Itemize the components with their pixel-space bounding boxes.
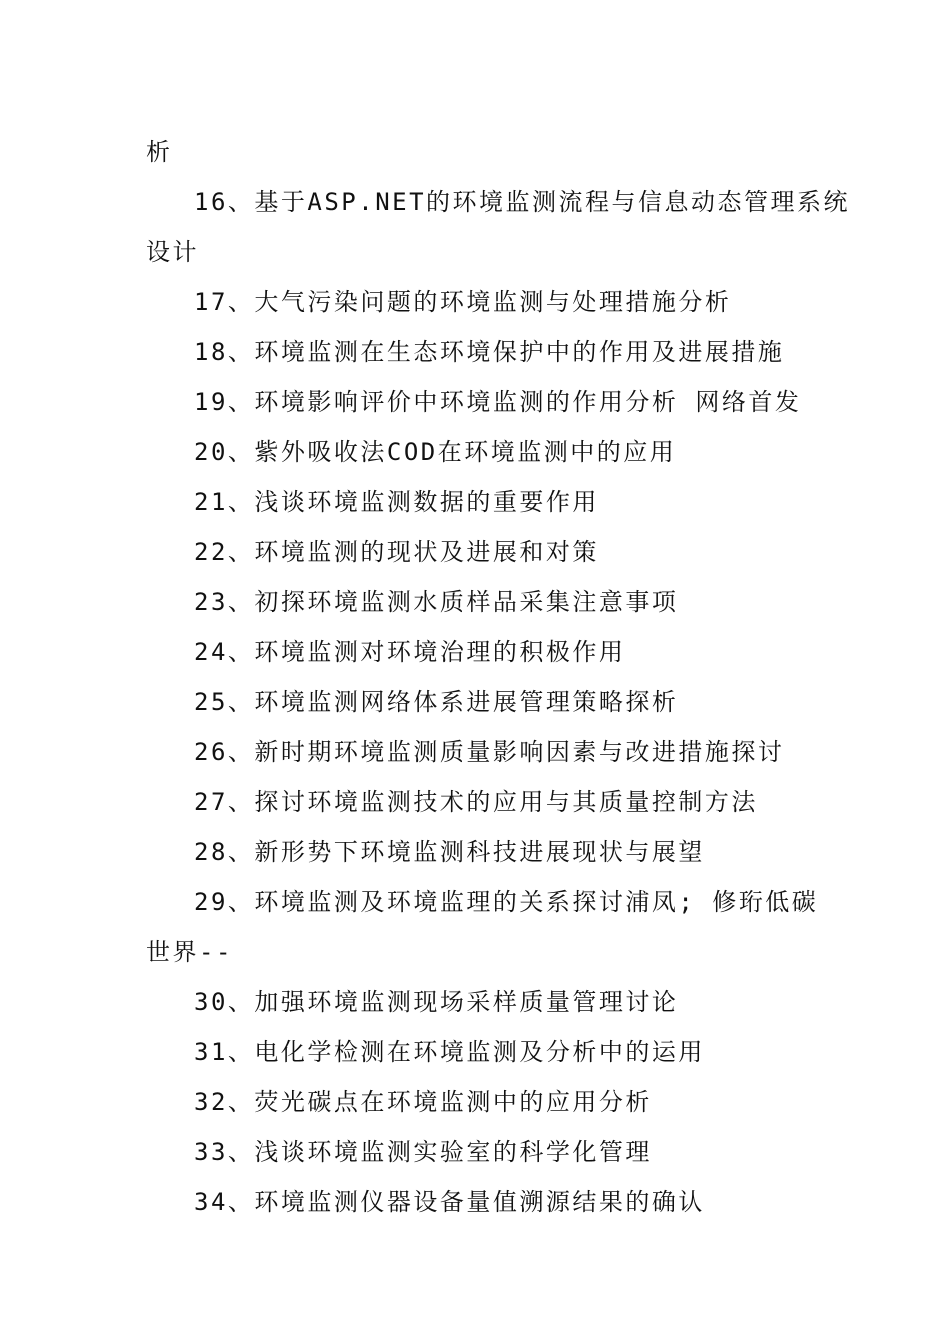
list-item-22: 22、环境监测的现状及进展和对策	[194, 538, 599, 566]
list-item-28: 28、新形势下环境监测科技进展现状与展望	[194, 838, 705, 866]
list-item-16: 16、基于ASP.NET的环境监测流程与信息动态管理系统	[194, 188, 851, 216]
list-item-17: 17、大气污染问题的环境监测与处理措施分析	[194, 288, 732, 316]
list-item-29: 29、环境监测及环境监理的关系探讨浦凤; 修珩低碳	[194, 888, 819, 916]
list-item-25: 25、环境监测网络体系进展管理策略探析	[194, 688, 679, 716]
list-item-19: 19、环境影响评价中环境监测的作用分析 网络首发	[194, 388, 802, 416]
list-item-24: 24、环境监测对环境治理的积极作用	[194, 638, 626, 666]
list-item-30: 30、加强环境监测现场采样质量管理讨论	[194, 988, 679, 1016]
list-item-20: 20、紫外吸收法COD在环境监测中的应用	[194, 438, 677, 466]
list-item-16-continuation: 设计	[146, 238, 199, 266]
list-item-26: 26、新时期环境监测质量影响因素与改进措施探讨	[194, 738, 785, 766]
list-item-21: 21、浅谈环境监测数据的重要作用	[194, 488, 599, 516]
reference-list	[146, 127, 851, 1227]
list-item-18: 18、环境监测在生态环境保护中的作用及进展措施	[194, 338, 785, 366]
list-item-32: 32、荧光碳点在环境监测中的应用分析	[194, 1088, 652, 1116]
list-item-34: 34、环境监测仪器设备量值溯源结果的确认	[194, 1188, 705, 1216]
continuation-line: 析	[146, 138, 173, 166]
list-item-27: 27、探讨环境监测技术的应用与其质量控制方法	[194, 788, 758, 816]
list-item-23: 23、初探环境监测水质样品采集注意事项	[194, 588, 679, 616]
list-item-29-continuation: 世界--	[146, 938, 233, 966]
list-item-31: 31、电化学检测在环境监测及分析中的运用	[194, 1038, 705, 1066]
list-item-33: 33、浅谈环境监测实验室的科学化管理	[194, 1138, 652, 1166]
